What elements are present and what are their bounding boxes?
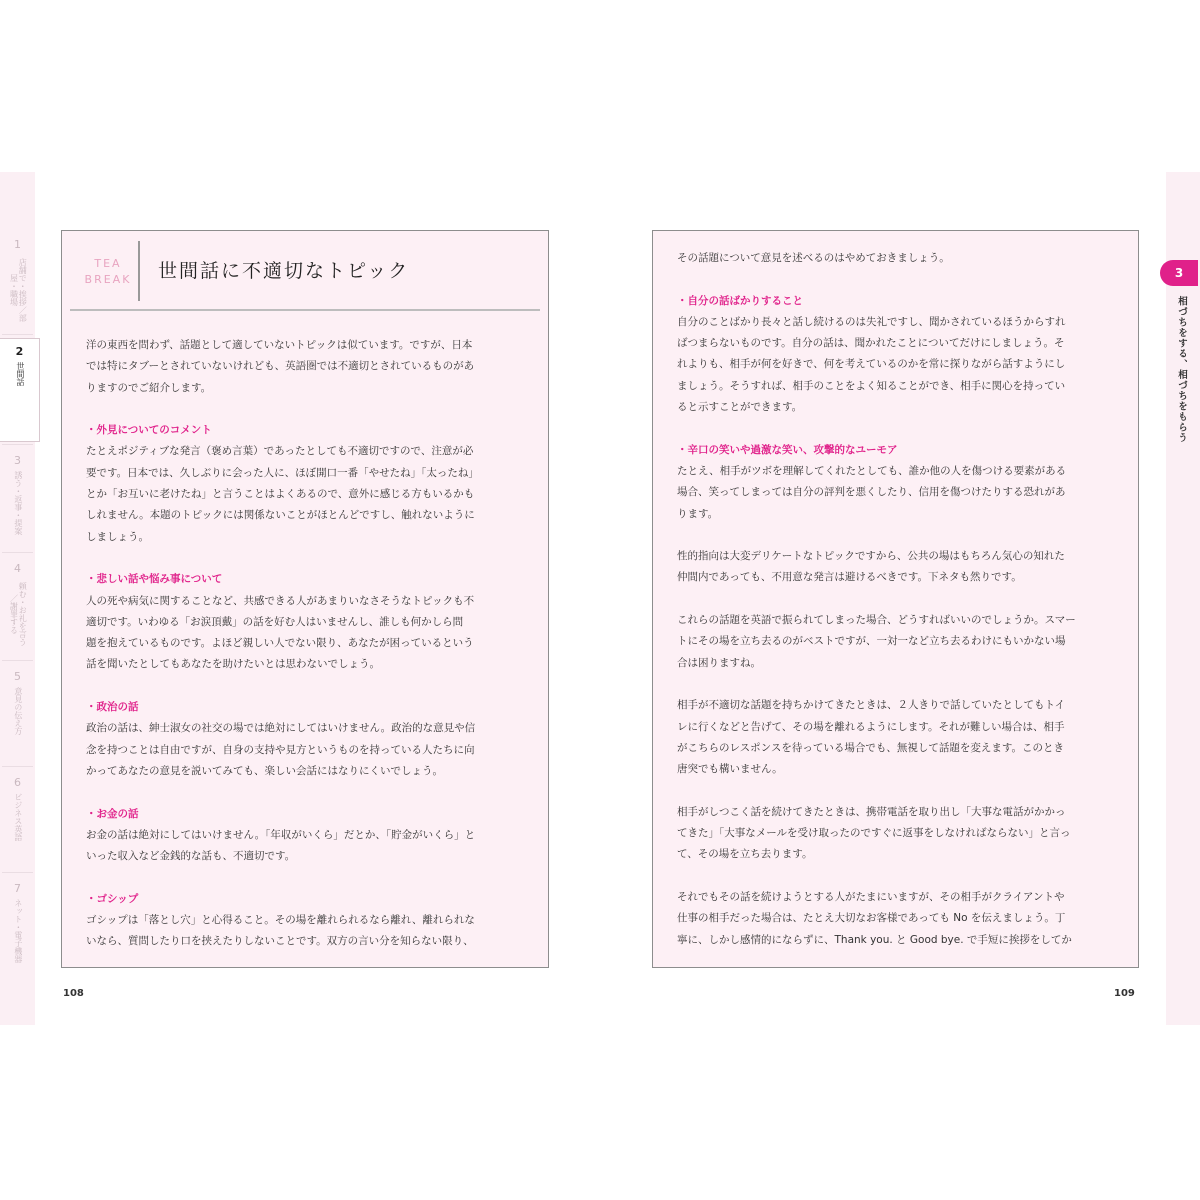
chapter-label: 相づちをする、相づちをもらう xyxy=(1176,296,1187,443)
chapter-tab-4[interactable] xyxy=(0,556,35,652)
chapter-tab-label: ビジネス英語 xyxy=(13,793,23,841)
paragraph-gap xyxy=(86,867,526,888)
body-line: その話題について意見を述べるのはやめておきましょう。 xyxy=(677,252,950,264)
left-body-text xyxy=(86,335,526,953)
tea-break-header xyxy=(62,231,548,311)
chapter-tab-label: ネット・電子機器 xyxy=(13,899,23,963)
header-rule xyxy=(70,309,540,311)
section-heading: ・ゴシップ xyxy=(86,892,139,905)
body-line: 性的指向は大変デリケートなトピックですから、公共の場はもちろん気心の知れた xyxy=(677,550,1065,563)
page-title: 世間話に不適切なトピック xyxy=(158,260,410,282)
chapter-tab-5[interactable] xyxy=(0,664,35,760)
chapter-tab-label: 誘う・返事・提案 xyxy=(13,471,23,535)
paragraph-gap xyxy=(86,782,526,803)
body-line: ばつまらないものです。自分の話は、聞かれたことについてだけにしましょう。そ xyxy=(677,337,1065,350)
body-line: れよりも、相手が何を好きで、何を考えているのかを常に探りながら話すようにし xyxy=(677,358,1066,371)
chapter-tab-separator xyxy=(2,766,33,767)
chapter-tab-number: 3 xyxy=(14,454,21,467)
page-number-right: 109 xyxy=(1114,988,1135,999)
body-line: ゴシップは「落とし穴」と心得ること。その場を離れられるなら離れ、離れられな xyxy=(86,914,475,927)
body-line: ります。 xyxy=(677,507,719,520)
paragraph-gap xyxy=(86,548,526,569)
section-heading: ・自分の話ばかりすること xyxy=(677,294,803,307)
right-page-panel xyxy=(652,230,1139,968)
section-heading: ・政治の話 xyxy=(86,701,139,714)
body-line: 相手が不適切な話題を持ちかけてきたときは、２人きりで話していたとしてもトイ xyxy=(677,699,1065,712)
tea-break-label xyxy=(76,256,140,288)
paragraph-gap xyxy=(677,269,1117,290)
chapter-tab-7[interactable] xyxy=(0,876,35,972)
chapter-tab-separator xyxy=(2,660,33,661)
chapter-tab-separator xyxy=(2,552,33,553)
body-line: たとえポジティブな発言（褒め言葉）であったとしても不適切ですので、注意が必 xyxy=(86,445,474,458)
chapter-tab-2[interactable] xyxy=(0,338,40,442)
chapter-number-badge: 3 xyxy=(1160,260,1198,286)
page-number-left: 108 xyxy=(63,988,84,999)
paragraph-gap xyxy=(677,866,1117,887)
right-body-text xyxy=(677,248,1117,951)
paragraph-gap xyxy=(677,525,1117,546)
body-line: これらの話題を英語で振られてしまった場合、どうすればいいのでしょうか。スマー xyxy=(677,614,1076,627)
chapter-tab-3[interactable] xyxy=(0,448,35,544)
chapter-tab-separator xyxy=(2,334,33,335)
paragraph-gap xyxy=(677,418,1117,439)
body-line: 要です。日本では、久しぶりに会った人に、ほぼ開口一番「やせたね」「太ったね」 xyxy=(86,466,479,479)
chapter-tab-separator xyxy=(2,444,33,445)
body-line: 場合、笑ってしまっては自分の評判を悪くしたり、信用を傷つけたりする恐れがあ xyxy=(677,486,1066,499)
body-line: 適切です。いわゆる「お涙頂戴」の話を好む人はいませんし、誰しも何かしら問 xyxy=(86,615,464,628)
section-heading: ・外見についてのコメント xyxy=(86,424,212,437)
tea-text: TEA xyxy=(94,257,122,270)
body-line: がこちらのレスポンスを待っている場合でも、無視して話題を変えます。このとき xyxy=(677,741,1065,754)
body-line: ましょう。そうすれば、相手のことをよく知ることができ、相手に関心を持ってい xyxy=(677,379,1066,392)
paragraph-gap xyxy=(86,399,526,420)
body-line: かってあなたの意見を説いてみても、楽しい会話にはなりにくいでしょう。 xyxy=(86,764,443,777)
body-line: とか「お互いに老けたね」と言うことはよくあるので、意外に感じる方もいるかも xyxy=(86,488,475,501)
chapter-tab-label: 頼む・お礼を言う／謝罪する xyxy=(9,582,28,646)
chapter-tab-number: 6 xyxy=(14,776,21,789)
body-line: 合は困りますね。 xyxy=(677,656,761,669)
break-text: BREAK xyxy=(84,273,132,286)
paragraph-gap xyxy=(677,589,1117,610)
intro-line: では特にタブーとされていないけれども、英語圏では不適切とされているものがあ xyxy=(86,360,475,373)
body-line: たとえ、相手がツボを理解してくれたとしても、誰か他の人を傷つける要素がある xyxy=(677,464,1067,477)
chapter-tab-number: 7 xyxy=(14,882,21,895)
body-line: しましょう。 xyxy=(86,530,149,543)
chapter-tab-separator xyxy=(2,872,33,873)
left-page-panel xyxy=(61,230,549,968)
body-line: 仕事の相手だった場合は、たとえ大切なお客様であっても No を伝えましょう。丁 xyxy=(677,912,1066,925)
body-line: しれません。本題のトピックには関係ないことがほとんどですし、触れないように xyxy=(86,509,475,522)
body-line: お金の話は絶対にしてはいけません。「年収がいくら」だとか、「貯金がいくら」と xyxy=(86,828,476,841)
body-line: てきた」「大事なメールを受け取ったのですぐに返事をしなければならない」と言っ xyxy=(677,827,1071,840)
body-line: トにその場を立ち去るのがベストですが、一対一など立ち去るわけにもいかない場 xyxy=(677,635,1066,648)
chapter-tab-number: 5 xyxy=(14,670,21,683)
paragraph-gap xyxy=(677,780,1117,801)
section-heading: ・お金の話 xyxy=(86,807,139,820)
chapter-tab-label: 世間話 xyxy=(15,362,25,386)
body-line: 人の死や病気に関することなど、共感できる人があまりいなさそうなトピックも不 xyxy=(86,594,475,607)
body-line: 念を持つことは自由ですが、自身の支持や見方というものを持っている人たちに向 xyxy=(86,743,475,756)
chapter-tab-1[interactable] xyxy=(0,232,35,328)
body-line: レに行くなどと告げて、その場を離れるようにします。それが難しい場合は、相手 xyxy=(677,720,1065,733)
body-line: て、その場を立ち去ります。 xyxy=(677,848,813,861)
body-line: それでもその話を続けようとする人がたまにいますが、その相手がクライアントや xyxy=(677,890,1065,903)
body-line: 政治の話は、紳士淑女の社交の場では絶対にしてはいけません。政治的な意見や信 xyxy=(86,722,476,735)
body-line: 唐突でも構いません。 xyxy=(677,763,783,776)
chapter-tab-number: 2 xyxy=(15,345,24,358)
section-heading: ・辛口の笑いや過激な笑い、攻撃的なユーモア xyxy=(677,443,898,456)
body-line: 寧に、しかし感情的にならずに、Thank you. と Good bye. で手短に挨拶をしてか xyxy=(677,933,1072,946)
intro-line: りますのでご紹介します。 xyxy=(86,381,212,394)
intro-line: 洋の東西を問わず、話題として適していないトピックは似ています。ですが、日本 xyxy=(86,339,473,351)
header-divider xyxy=(138,241,140,301)
chapter-tab-6[interactable] xyxy=(0,770,35,866)
chapter-tab-label: 店舗で・挨拶／部屋・職場 xyxy=(9,258,28,322)
body-line: 題を抱えているものです。よほど親しい人でない限り、あなたが困っているという xyxy=(86,637,474,650)
section-heading: ・悲しい話や悩み事について xyxy=(86,573,223,586)
body-line: いなら、質問したり口を挟えたりしないことです。双方の言い分を知らない限り、 xyxy=(86,935,474,948)
body-line: 仲間内であっても、不用意な発言は避けるべきです。下ネタも然りです。 xyxy=(677,571,1022,584)
paragraph-gap xyxy=(677,674,1117,695)
paragraph-gap xyxy=(86,676,526,697)
body-line: いった収入など金銭的な話も、不適切です。 xyxy=(86,850,296,863)
body-line: 話を聞いたとしてもあなたを助けたいとは思わないでしょう。 xyxy=(86,658,380,671)
chapter-tab-number: 1 xyxy=(14,238,21,251)
body-line: ると示すことができます。 xyxy=(677,401,803,414)
chapter-tab-label: 意見の伝え方 xyxy=(13,687,23,735)
body-line: 相手がしつこく話を続けてきたときは、携帯電話を取り出し「大事な電話がかかっ xyxy=(677,805,1066,818)
chapter-tab-number: 4 xyxy=(14,562,21,575)
body-line: 自分のことばかり長々と話し続けるのは失礼ですし、聞かされているほうからすれ xyxy=(677,315,1066,328)
